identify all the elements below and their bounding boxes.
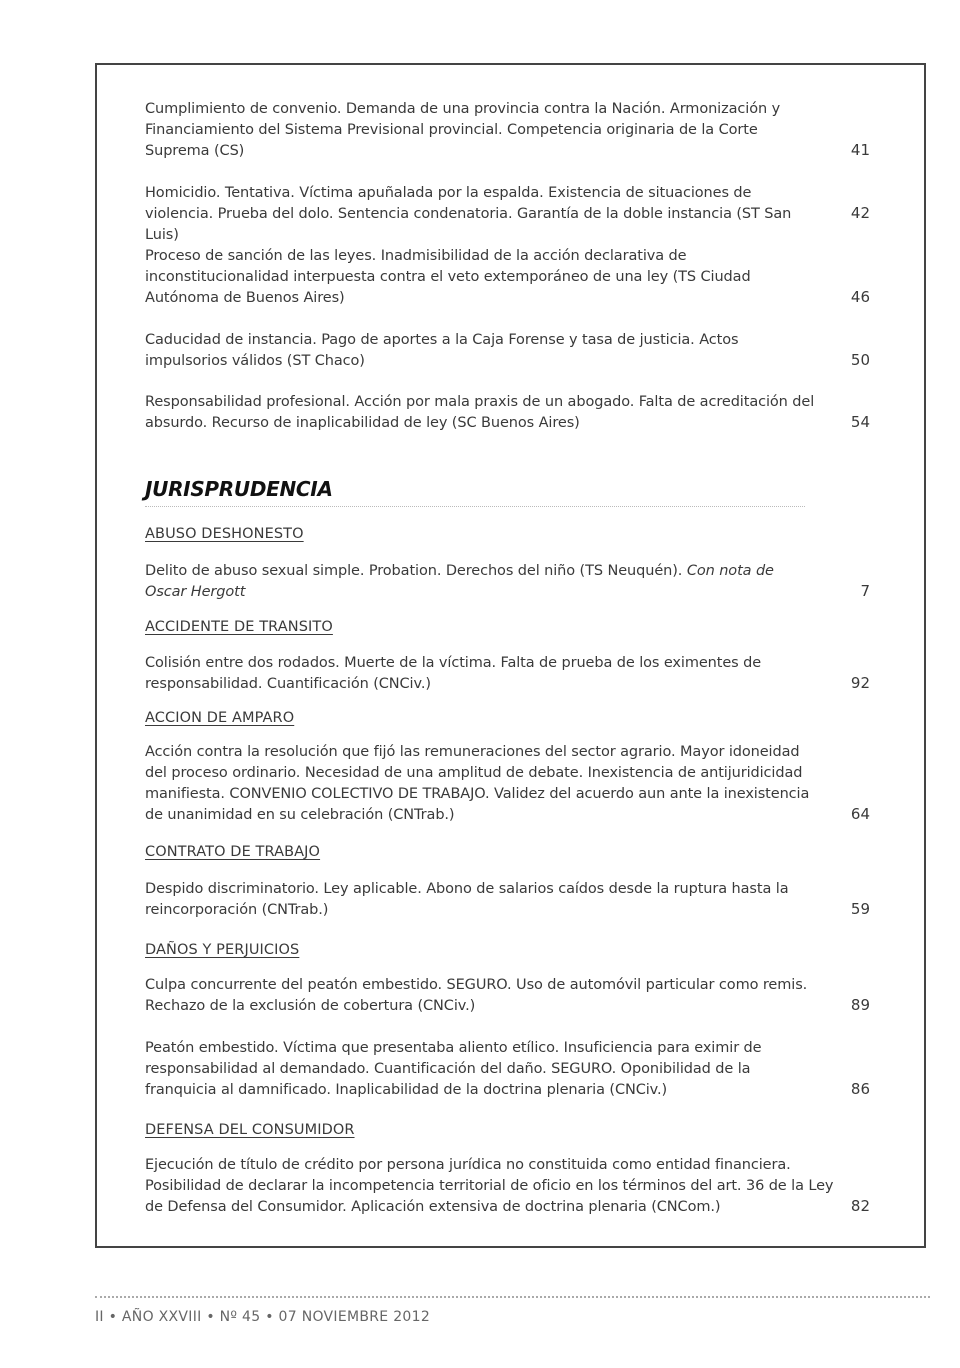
index-entry: Acción contra la resolución que fijó las remuneraciones del sector agrario. Mayor idoneidad del proceso ordinario. Necesidad de una amplitud de debate. Inexistencia de antijuridicidad manifiesta. CONVENIO COLECTIVO DE TRABAJO. Validez del acuerdo aun ante la inexistencia de unanimidad en su celebración (CNTrab.) (145, 744, 810, 823)
footer-divider (95, 1296, 930, 1298)
entry-note: Con nota de Oscar Hergott (145, 563, 774, 600)
page-number: 46 (850, 288, 870, 306)
page-footer: II • AÑO XXVIII • Nº 45 • 07 NOVIEMBRE 2012 (95, 1309, 431, 1325)
index-entry (145, 561, 815, 603)
page-number: 92 (850, 674, 870, 692)
page-number: 41 (850, 141, 870, 159)
subject-title: DAÑOS Y PERJUICIOS (145, 942, 300, 958)
index-entry: Peatón embestido. Víctima que presentaba aliento etílico. Insuficiencia para eximir de responsabilidad al demandado. Cuantificación del daño. SEGURO. Oponibilidad de la franquicia al damnificado. Inaplicabilidad de la doctrina plenaria (CNCiv.) (145, 1040, 762, 1098)
heading-divider (145, 506, 805, 507)
index-entry: Proceso de sanción de las leyes. Inadmisibilidad de la acción declarativa de inconstitucionalidad interpuesta contra el veto extemporáneo de una ley (TS Ciudad Autónoma de Buenos Aires) (145, 248, 751, 306)
index-entry: Homicidio. Tentativa. Víctima apuñalada por la espalda. Existencia de situaciones de violencia. Prueba del dolo. Sentencia condenatoria. Garantía de la doble instancia (ST San Luis) (145, 185, 792, 243)
page-number: 50 (850, 351, 870, 369)
page-number: 59 (850, 900, 870, 918)
page-number: 54 (850, 413, 870, 431)
page-number: 7 (860, 582, 870, 600)
entry-text: Delito de abuso sexual simple. Probation. Derechos del niño (TS Neuquén). (145, 563, 683, 579)
index-entry: Responsabilidad profesional. Acción por mala praxis de un abogado. Falta de acreditación del absurdo. Recurso de inaplicabilidad de ley (SC Buenos Aires) (145, 394, 815, 431)
page-number: 42 (850, 204, 870, 222)
subject-title: ACCIDENTE DE TRANSITO (145, 619, 333, 635)
page-number: 64 (850, 805, 870, 823)
index-entry: Ejecución de título de crédito por persona jurídica no constituida como entidad financiera. Posibilidad de declarar la incompetencia territorial de oficio en los términos del art. 36 de la Ley de Defensa del Consumidor. Aplicación extensiva de doctrina plenaria (CNCom.) (145, 1157, 834, 1215)
subject-title: DEFENSA DEL CONSUMIDOR (145, 1122, 355, 1138)
index-entry: Colisión entre dos rodados. Muerte de la víctima. Falta de prueba de los eximentes de responsabilidad. Cuantificación (CNCiv.) (145, 655, 762, 692)
index-entry: Despido discriminatorio. Ley aplicable. Abono de salarios caídos desde la ruptura hasta la reincorporación (CNTrab.) (145, 881, 789, 918)
index-entry: Caducidad de instancia. Pago de aportes a la Caja Forense y tasa de justicia. Actos impulsorios válidos (ST Chaco) (145, 332, 739, 369)
page-number: 82 (850, 1197, 870, 1215)
index-entry: Cumplimiento de convenio. Demanda de una provincia contra la Nación. Armonización y Financiamiento del Sistema Previsional provincial. Competencia originaria de la Corte Suprema (CS) (145, 101, 781, 159)
page-number: 86 (850, 1080, 870, 1098)
subject-title: ACCION DE AMPARO (145, 710, 295, 726)
section-heading: JURISPRUDENCIA (145, 477, 333, 501)
subject-title: ABUSO DESHONESTO (145, 526, 304, 542)
page-number: 89 (850, 996, 870, 1014)
index-entry: Culpa concurrente del peatón embestido. SEGURO. Uso de automóvil particular como remis. Rechazo de la exclusión de cobertura (CNCiv.) (145, 977, 808, 1014)
subject-title: CONTRATO DE TRABAJO (145, 844, 321, 860)
